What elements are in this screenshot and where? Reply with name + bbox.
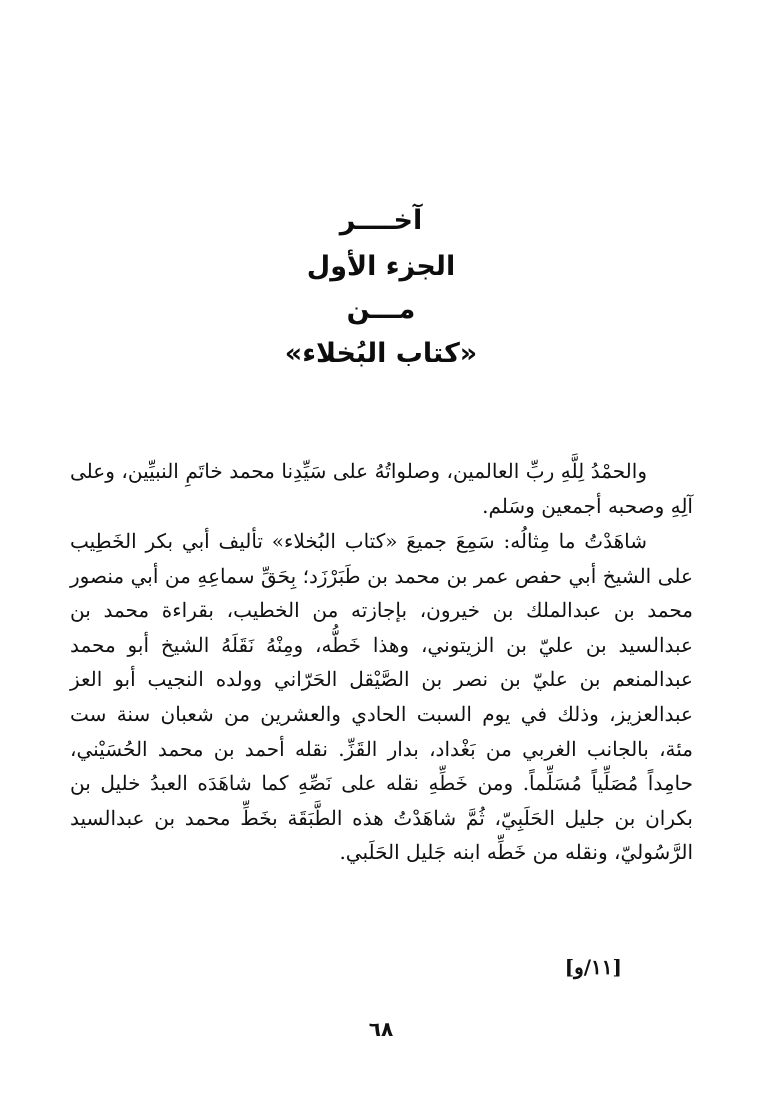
paragraph-colophon: شاهَدْتُ ما مِثالُه: سَمِعَ جميعَ «كتاب البُخلاء» تأليف أبي بكر الخَطِيب على الشيخ أبي حفص عمر بن محمد بن طَبَرْزَد؛ بِحَقِّ سماعِهِ من أبي منصور محمد بن عبدالملك بن خيرون، بإجازته من الخطيب، بقراءة محمد بن عبدالسيد بن عليّ بن الزيتوني، وهذا خَطُّه، ومِنْهُ نَقَلَهُ الشيخ أبو محمد عبدالمنعم بن عليّ بن نصر بن الصَّيْقل الحَرّاني وولده النجيب أبو العز عبدالعزيز، وذلك في يوم السبت الحادي والعشرين من شعبان سنة ست مئة، بالجانب الغربي من بَغْداد، بدار القَزِّ. نقله أحمد بن محمد الحُسَيْني، حامِداً مُصَلِّياً مُسَلِّماً. ومن خَطِّهِ نقله على نَصِّهِ كما شاهَدَه العبدُ خليل بن بكران بن جليل الحَلَبِيّ، ثُمَّ شاهَدْتُ هذه الطَّبَقَة بخَطِّ محمد بن عبدالسيد الرَّسُوليّ، ونقله من خَطِّه ابنه جَليل الحَلَبي.: [70, 529, 693, 865]
folio-reference: [١١/و]: [564, 955, 622, 979]
body-block-2: [70, 524, 693, 870]
heading-line-book-title: «كتاب البُخلاء»: [284, 338, 478, 369]
paragraph-doxology: والحمْدُ لِلَّهِ ربِّ العالمين، وصلواتُهُ على سَيِّدِنا محمد خاتَمِ النبيِّين، وعلى آلِهِ وصحبه أجمعين وسَلم.: [70, 459, 693, 518]
body-block-1: [70, 454, 693, 523]
heading-line-end: آخــــر: [339, 205, 423, 236]
page-number: ٦٨: [368, 1017, 394, 1041]
heading-line-part: الجزء الأول: [306, 251, 456, 282]
heading-line-from: مـــن: [346, 294, 416, 325]
